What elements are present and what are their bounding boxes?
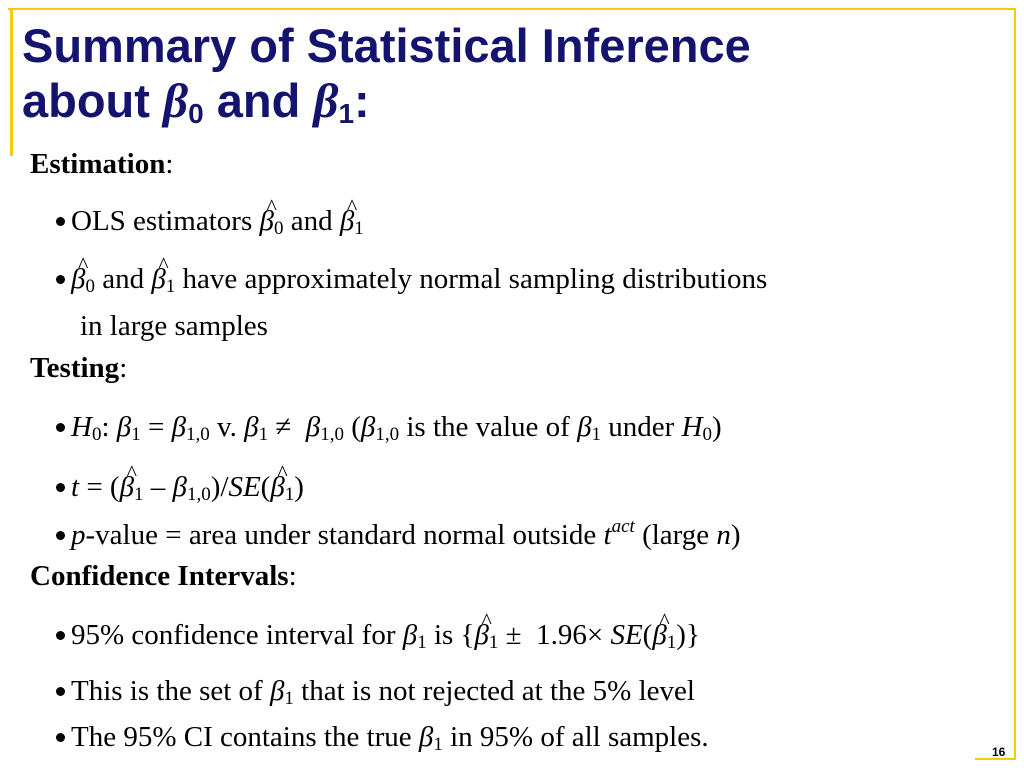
bullet-dot (56, 687, 65, 696)
bullet-dot (56, 733, 65, 742)
bullet-dot (56, 483, 65, 492)
page-number: 16 (992, 745, 1006, 759)
frame-top (8, 8, 1016, 10)
testing-bullet-t-stat: t = (^ $\beta_1$ – $\beta_{1,0})/SE(\^{}$ $\beta_1$) (56, 470, 304, 504)
testing-heading: Testing: (30, 352, 128, 384)
estimation-bullet-2-continuation: in large samples (80, 310, 268, 342)
bullet-dot (56, 217, 65, 226)
ci-bullet-3: The 95% CI contains the true $\beta_1$ in 95% of all samples. (56, 720, 709, 754)
testing-bullet-pvalue: p-value = area under standard normal outside $t^{act}$ (large n) (56, 518, 741, 552)
ci-bullet-1: 95% confidence interval for $\beta_1$ is {^ $\beta_1 \pm 1.96\times$ SE(^ $\beta_1$)} (56, 618, 700, 652)
bullet-dot (56, 423, 65, 432)
confidence-intervals-heading: Confidence Intervals: (30, 560, 297, 592)
bullet-dot (56, 531, 65, 540)
estimation-heading: Estimation: (30, 148, 174, 180)
frame-right (1014, 8, 1016, 760)
estimation-bullet-1: OLS estimators ^ $\beta_0$ and ^ $\beta_1$ (56, 204, 364, 238)
bullet-dot (56, 275, 65, 284)
slide-title: Summary of Statistical Inference about $\beta_0$ and $\beta_1$: (22, 19, 751, 129)
estimation-bullet-2: ^ $\beta_0$ and ^ $\beta_1$ have approximately normal sampling distributions (56, 262, 767, 296)
ci-bullet-2: This is the set of $\beta_1$ that is not rejected at the 5% level (56, 674, 695, 708)
testing-bullet-h0: $H_0$: $\beta_1 = \beta_{1,0}$ v. $\beta_1 \ne \beta_{1,0}$ ($\beta_{1,0}$ is the value of $\beta_1$ under $H_0$) (56, 410, 722, 444)
frame-left (10, 8, 13, 156)
bullet-dot (56, 631, 65, 640)
